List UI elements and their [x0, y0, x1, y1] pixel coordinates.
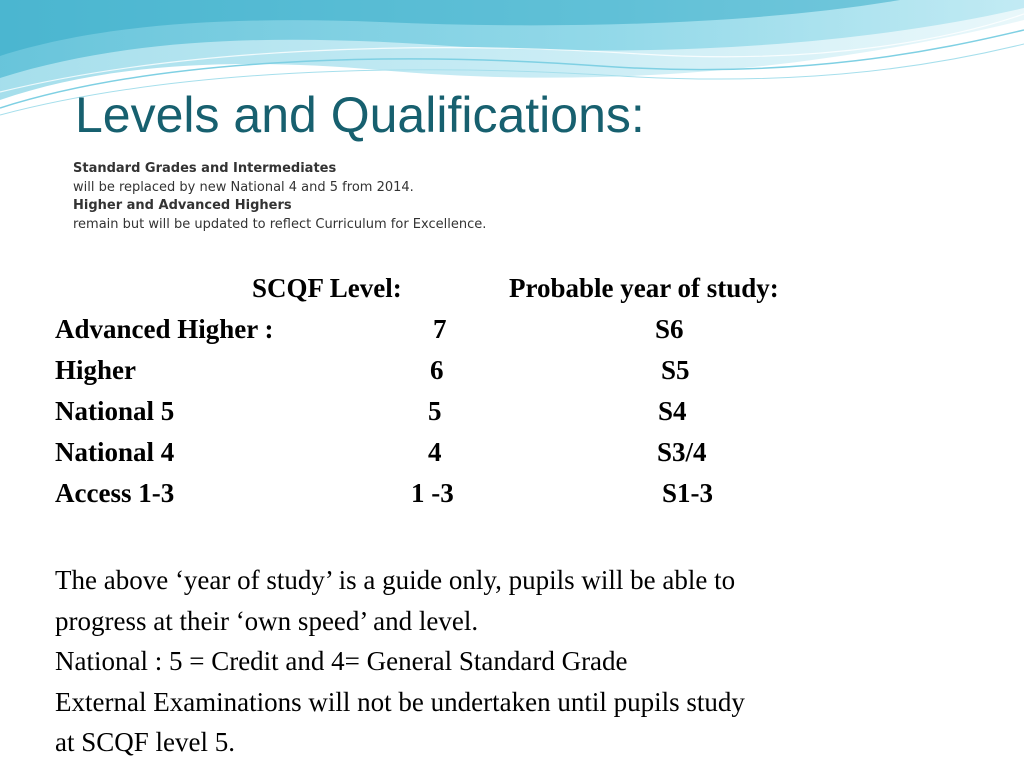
row-level: 1 -3: [411, 478, 454, 508]
row-name: National 4: [55, 437, 175, 467]
header-scqf-level: SCQF Level:: [252, 273, 402, 303]
row-name: Access 1-3: [55, 478, 175, 508]
subtitle-line-1: Standard Grades and Intermediates: [73, 161, 337, 176]
row-year: S5: [661, 355, 690, 385]
row-level: 6: [430, 355, 444, 385]
note-line-2: progress at their ‘own speed’ and level.: [55, 605, 479, 636]
subtitle-line-2: will be replaced by new National 4 and 5 from 2014.: [73, 179, 414, 195]
row-level: 5: [428, 396, 442, 426]
note-line-3: National : 5 = Credit and 4= General Standard Grade: [55, 646, 628, 676]
row-level: 4: [428, 437, 442, 467]
subtitle-line-3: Higher and Advanced Highers: [73, 198, 292, 213]
row-name: Advanced Higher :: [55, 314, 274, 344]
row-year: S1-3: [662, 478, 714, 508]
row-level: 7: [433, 314, 447, 344]
row-name: National 5: [55, 396, 175, 426]
row-name: Higher: [55, 355, 136, 385]
header-year-of-study: Probable year of study:: [509, 273, 779, 303]
page-title: Levels and Qualifications:: [75, 87, 645, 143]
notes-block: [55, 560, 955, 763]
note-line-1: The above ‘year of study’ is a guide only, pupils will be able to: [55, 565, 736, 595]
row-year: S3/4: [657, 437, 707, 467]
row-year: S4: [658, 396, 687, 426]
note-line-4: External Examinations will not be undertaken until pupils study: [55, 686, 745, 717]
note-line-5: at SCQF level 5.: [55, 727, 235, 757]
row-year: S6: [655, 314, 684, 344]
subtitle-block: [73, 160, 486, 234]
subtitle-line-4: remain but will be updated to reflect Curriculum for Excellence.: [73, 216, 487, 232]
